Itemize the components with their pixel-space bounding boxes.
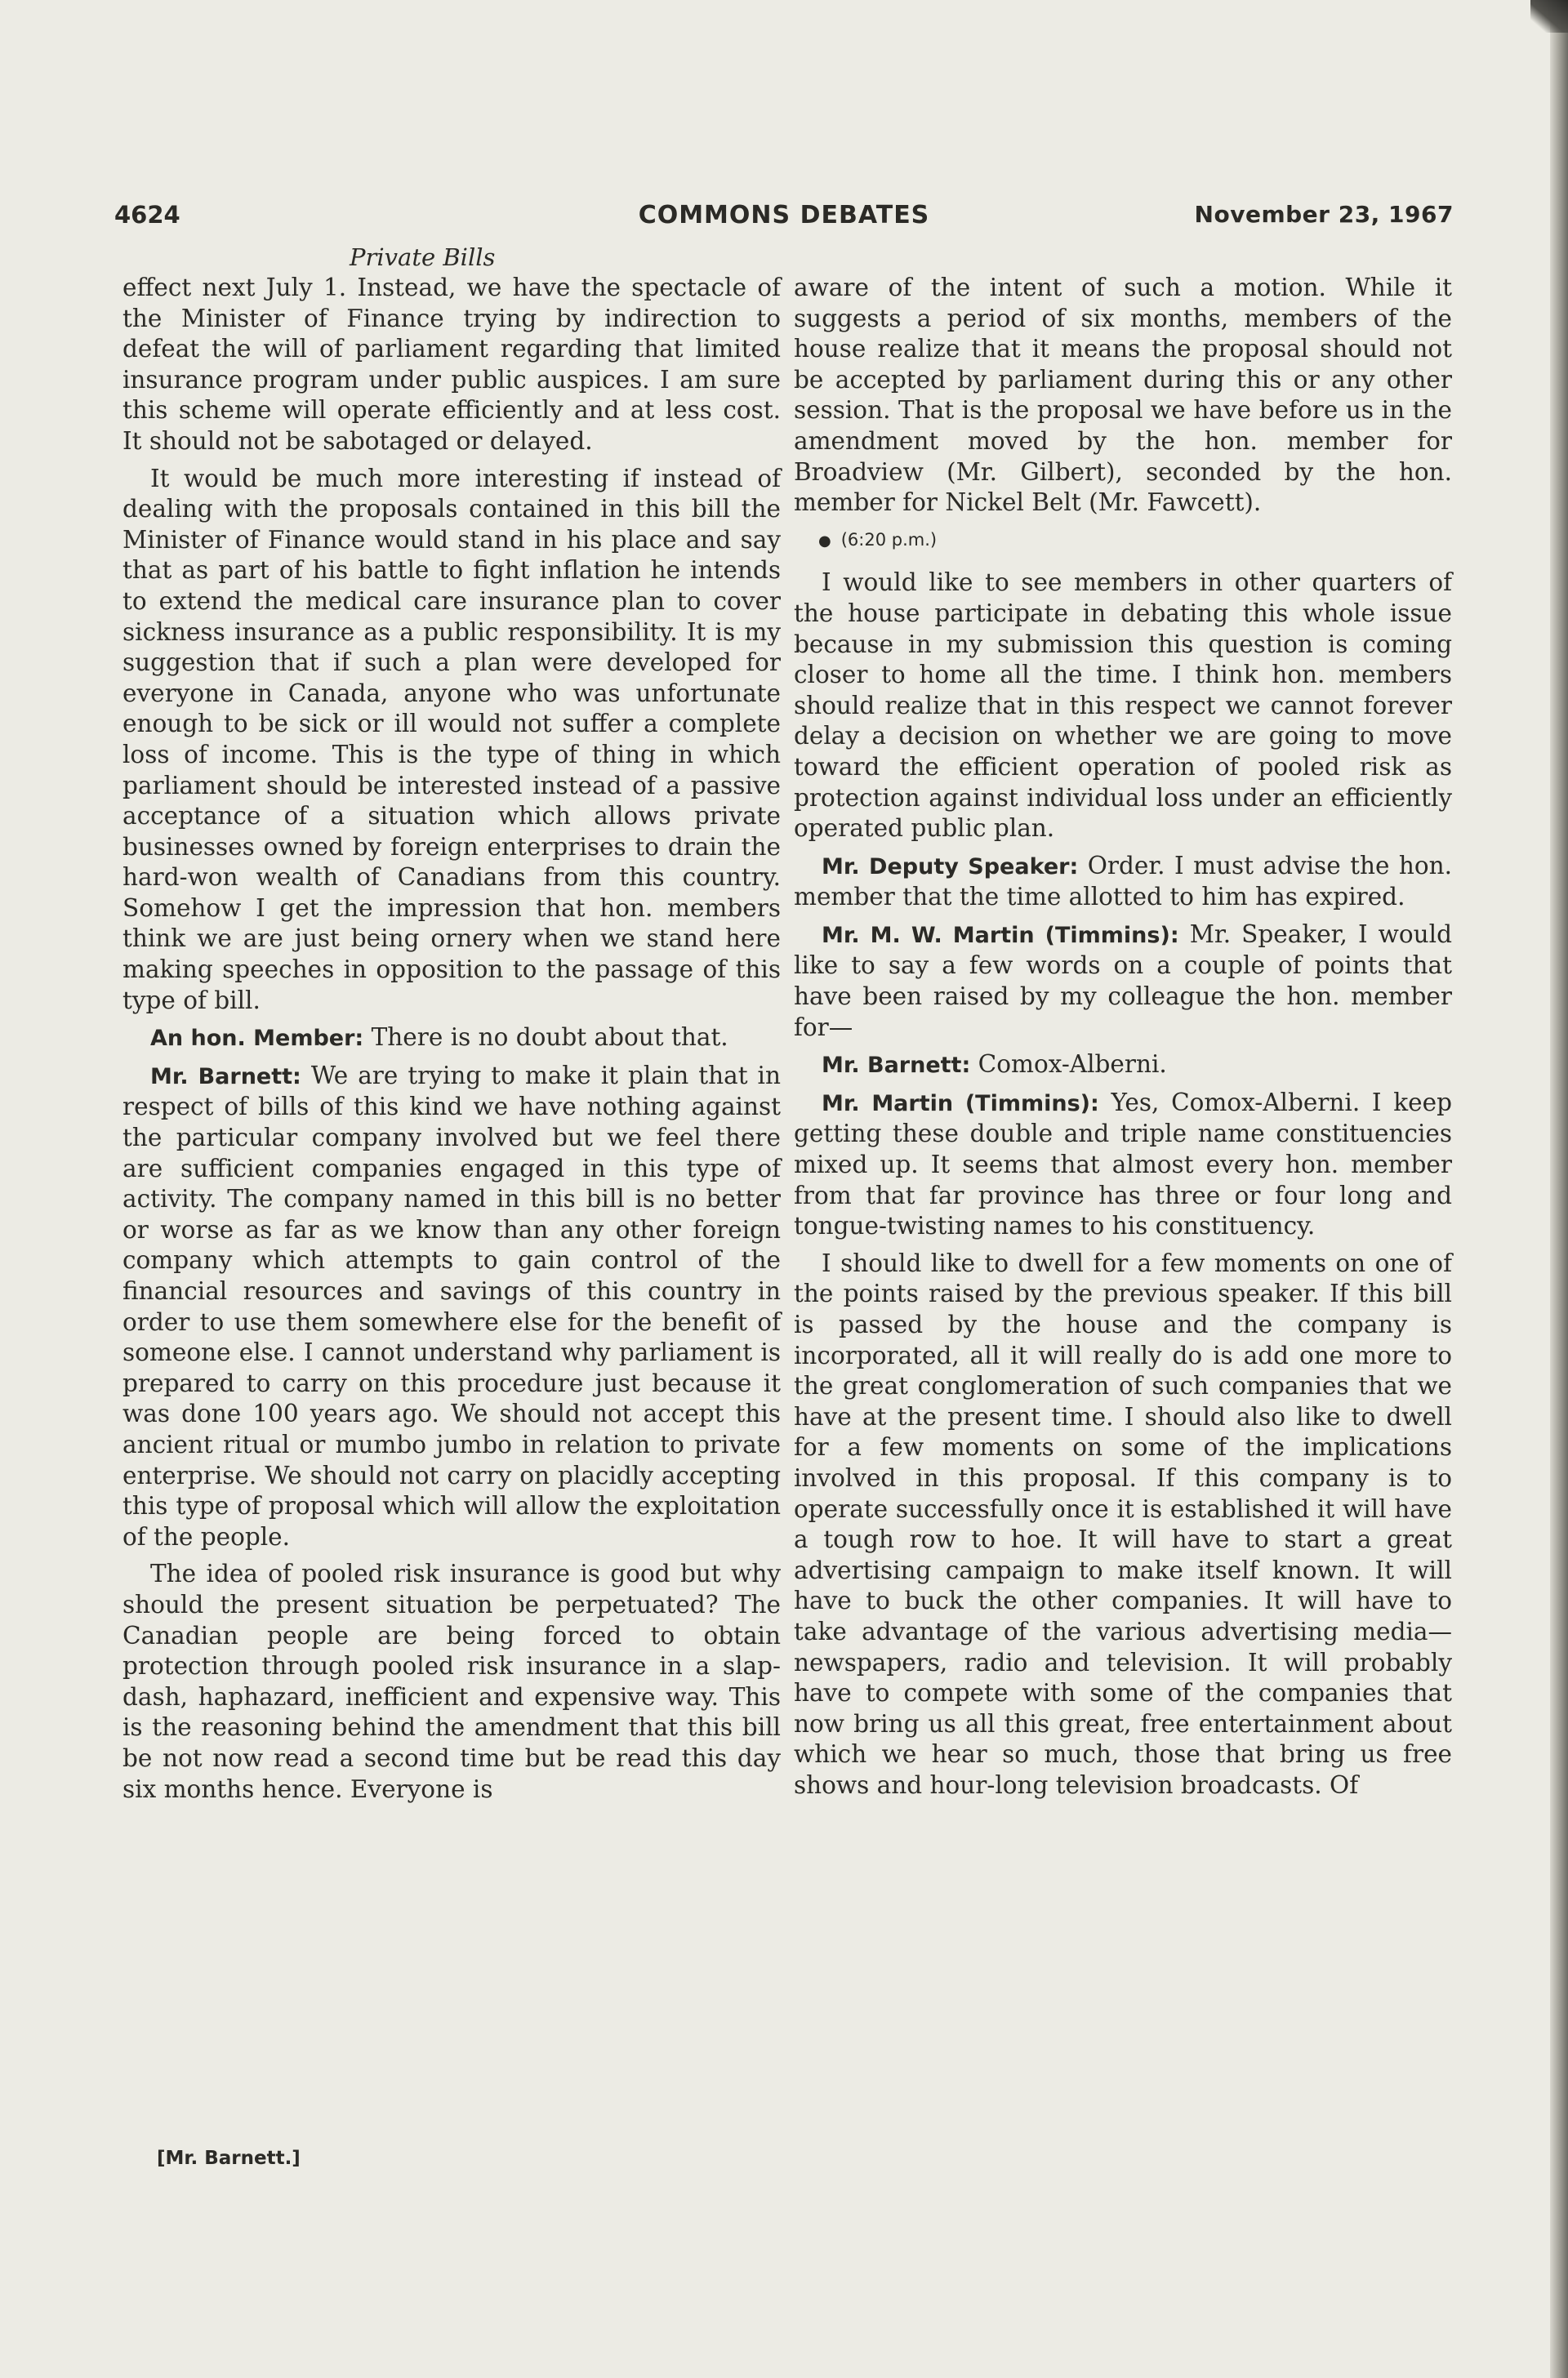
- speech-paragraph: [122, 1022, 781, 1054]
- running-title: COMMONS DEBATES: [638, 201, 930, 229]
- speech-text: Mr. Speaker, I would like to say a few words on a couple of points that have been raised by my colleague the hon. member for—: [794, 920, 1452, 1041]
- speech-text: We are trying to make it plain that in respect of bills of this kind we have nothing against the particular company involved but we feel there are sufficient companies engaged in this type of activity. The company named in this bill is no better or worse as far as we know than any other foreign company which attempts to gain control of the financial resources and savings of this country in order to use them somewhere else for the benefit of someone else. I cannot understand why parliament is prepared to carry on this procedure just because it was done 100 years ago. We should not accept this ancient ritual or mumbo jumbo in relation to private enterprise. We should not carry on placidly accepting this type of proposal which will allow the exploitation of the people.: [122, 1061, 781, 1551]
- paragraph: I should like to dwell for a few moments on one of the points raised by the previous speaker. If this bill is passed by the house and the company is incorporated, all it will really do is add one more to the great conglomeration of such companies that we have at the present time. I should also like to dwell for a few moments on some of the implications involved in this proposal. If this company is to operate successfully once it is established it will have a tough row to hoe. It will have to start a great advertising campaign to make itself known. It will have to buck the other companies. It will have to take advantage of the various advertising media—newspapers, radio and television. It will probably have to compete with some of the companies that now bring us all this great, free entertainment about which we hear so much, those that bring us free shows and hour-long television broadcasts. Of: [794, 1249, 1452, 1799]
- page-header: [114, 201, 1454, 240]
- page-number: 4624: [114, 201, 180, 229]
- speech-paragraph: [122, 1061, 781, 1553]
- right-column: [794, 273, 1452, 1808]
- paragraph: aware of the intent of such a motion. While it suggests a period of six months, members of the house realize that it means the proposal should not be accepted by parliament during this or any other session. That is the proposal we have before us in the amendment moved by the hon. member for Broadview (Mr. Gilbert), seconded by the hon. member for Nickel Belt (Mr. Fawcett).: [794, 274, 1452, 517]
- paragraph: effect next July 1. Instead, we have the spectacle of the Minister of Finance trying by indirection to defeat the will of parliament regarding that limited insurance program under public auspices. I am sure this scheme will operate efficiently and at less cost. It should not be sabotaged or delayed.: [122, 274, 781, 455]
- speech-paragraph: [794, 1049, 1452, 1081]
- speaker-name: Mr. Barnett:: [822, 1053, 971, 1079]
- speaker-name: Mr. Martin (Timmins):: [822, 1090, 1099, 1116]
- speech-text: Comox-Alberni.: [978, 1050, 1167, 1079]
- header-date: November 23, 1967: [1194, 201, 1454, 228]
- speech-paragraph: [794, 851, 1452, 913]
- left-column: [122, 273, 781, 1811]
- speaker-name: Mr. Deputy Speaker:: [822, 853, 1079, 880]
- speech-text: There is no doubt about that.: [371, 1023, 728, 1052]
- paragraph: I would like to see members in other quarters of the house participate in debating this whole issue because in my submission this question is coming closer to home all the time. I think hon. members should realize that in this respect we cannot forever delay a decision on whether we are going to move toward the efficient operation of pooled risk as protection against individual loss under an efficiently operated public plan.: [794, 568, 1452, 843]
- footer-note: [Mr. Barnett.]: [157, 2148, 301, 2169]
- timestamp-text: (6:20 p.m.): [840, 529, 938, 550]
- speaker-name: An hon. Member:: [150, 1026, 364, 1052]
- bullet-icon: ●: [818, 532, 831, 550]
- speech-text: Order. I must advise the hon. member that the time allotted to him has expired.: [794, 851, 1452, 911]
- page-corner-shadow: [1530, 0, 1568, 33]
- page-edge-shadow: [1550, 0, 1568, 2378]
- speech-paragraph: [794, 1088, 1452, 1242]
- speech-text: Yes, Comox-Alberni. I keep getting these double and triple name constituencies mixed up. It seems that almost every hon. member from that far province has three or four long and tongue-twisting names to his constituency.: [794, 1088, 1452, 1240]
- timestamp: [818, 525, 1452, 557]
- speaker-name: Mr. Barnett:: [150, 1063, 301, 1089]
- paragraph: It would be much more interesting if instead of dealing with the proposals contained in this bill the Minister of Finance would stand in his place and say that as part of his battle to fight inflation he intends to extend the medical care insurance plan to cover sickness insurance as a public responsibility. It is my suggestion that if such a plan were developed for everyone in Canada, anyone who was unfortunate enough to be sick or ill would not suffer a complete loss of income. This is the type of thing in which parliament should be interested instead of a passive acceptance of a situation which allows private businesses owned by foreign enterprises to drain the hard-won wealth of Canadians from this country. Somehow I get the impression that hon. members think we are just being ornery when we stand here making speeches in opposition to the passage of this type of bill.: [122, 464, 781, 1014]
- speaker-name: Mr. M. W. Martin (Timmins):: [822, 922, 1179, 948]
- paragraph: The idea of pooled risk insurance is good but why should the present situation be perpetuated? The Canadian people are being forced to obtain protection through pooled risk insurance in a slap-dash, haphazard, inefficient and expensive way. This is the reasoning behind the amendment that this bill be not now read a second time but be read this day six months hence. Everyone is: [122, 1560, 781, 1803]
- speech-paragraph: [794, 920, 1452, 1043]
- section-title: Private Bills: [350, 243, 496, 271]
